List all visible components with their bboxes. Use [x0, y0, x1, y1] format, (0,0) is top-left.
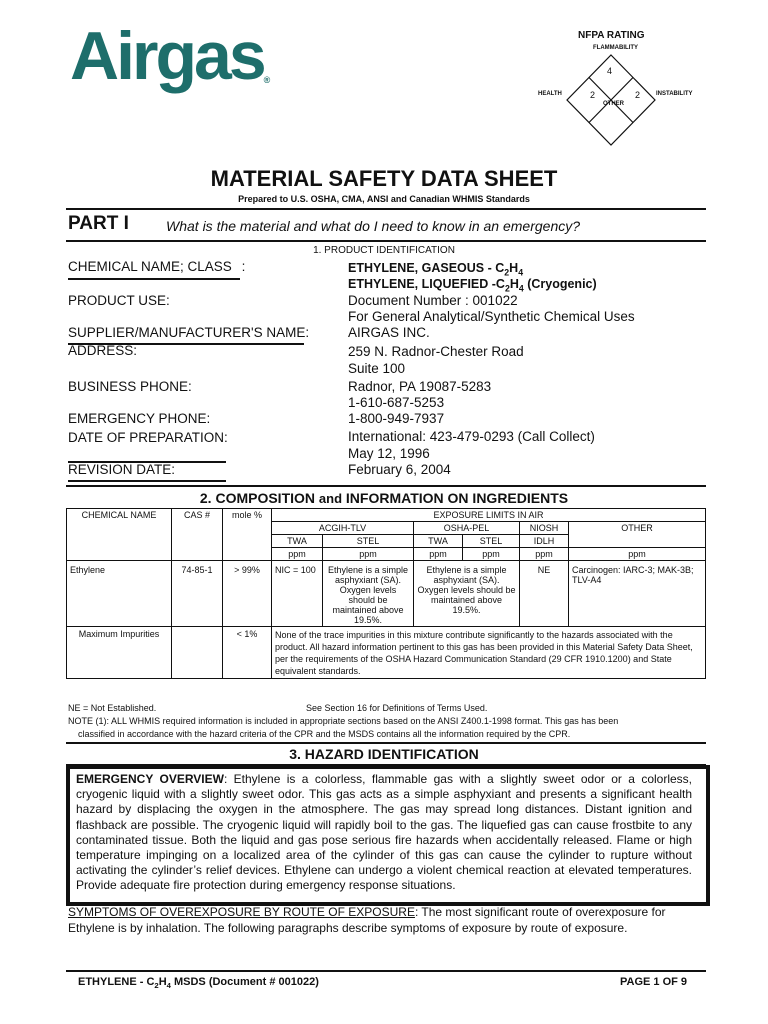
emergency-overview-text: : Ethylene is a colorless, flammable gas with a slightly sweet odor or a colorless, cryogenic liquid with a slightly sweet odor. This gas acts as a simple asphyxiant and presents a significant health hazard by displacing the oxygen in the atmosphere. The gas may spread long distances. Distant ignition and flashback are possible. The cryogenic liquid will rapidly boil to the gas. The liquefied gas can cause frostbite to any contaminated tissue. Both the liquid and gas pose serious fire hazards when accidentally released. Flame or high temperature impinging on a localized area of the cylinder of this gas can cause the cylinder to rupture without activating the cylinder’s relief devices. Ethylene can undergo a violent chemical reaction at elevated temperatures. Provide adequate fire protection during emergency response situations.: [76, 772, 692, 893]
revision-date-value: February 6, 2004: [348, 462, 451, 477]
label-underline: [68, 278, 240, 280]
footer-page-number: PAGE 1 OF 9: [620, 976, 688, 988]
label-underline: [68, 480, 226, 482]
international-phone-value: International: 423-479-0293 (Call Collect): [348, 429, 595, 444]
unit-ppm: ppm: [520, 548, 569, 561]
unit-ppm: ppm: [323, 548, 414, 561]
header-mole: mole %: [223, 509, 272, 561]
part-question: What is the material and what do I need to know in an emergency?: [166, 218, 581, 234]
footer-divider: [66, 970, 706, 972]
header-other: OTHER: [569, 522, 706, 548]
header-niosh-idlh: IDLH: [520, 535, 569, 548]
row-cas: 74-85-1: [172, 561, 223, 627]
unit-ppm: ppm: [272, 548, 323, 561]
logo-text: Airgas: [70, 18, 264, 94]
address-line-3: Radnor, PA 19087-5283: [348, 379, 492, 394]
airgas-logo: [70, 18, 271, 94]
row-chemical-name: Maximum Impurities: [67, 627, 172, 679]
divider: [66, 742, 706, 744]
logo-registered-mark: ®: [263, 75, 271, 85]
header-acgih-stel: STEL: [323, 535, 414, 548]
row-chemical-name: Ethylene: [67, 561, 172, 627]
nfpa-flammability-label: FLAMMABILITY: [593, 45, 638, 51]
row-other: Carcinogen: IARC-3; MAK-3B; TLV-A4: [569, 561, 706, 627]
emergency-overview: [76, 772, 692, 894]
symptoms-paragraph: [68, 904, 704, 936]
document-title: MATERIAL SAFETY DATA SHEET: [210, 166, 558, 191]
ne-note: NE = Not Established.: [68, 703, 157, 713]
divider: [66, 485, 706, 487]
revision-date-label: REVISION DATE:: [68, 462, 176, 477]
unit-ppm: ppm: [463, 548, 520, 561]
unit-ppm: ppm: [414, 548, 463, 561]
business-phone-label: BUSINESS PHONE:: [68, 379, 192, 394]
divider: [66, 240, 706, 242]
row-acgih-stel: Ethylene is a simple asphyxiant (SA). Oxygen levels should be maintained above 19.5%.: [323, 561, 414, 627]
row-niosh: NE: [520, 561, 569, 627]
supplier-value: AIRGAS INC.: [348, 325, 430, 340]
symptoms-text: : The most significant route of overexposure for Ethylene is by inhalation. The following paragraphs describe symptoms of exposure by route of exposure.: [68, 905, 666, 935]
nfpa-health-label: HEALTH: [538, 91, 562, 97]
symptoms-label: SYMPTOMS OF OVEREXPOSURE BY ROUTE OF EXPOSURE: [68, 905, 415, 919]
section16-note: See Section 16 for Definitions of Terms Used.: [306, 703, 488, 713]
address-label: ADDRESS:: [68, 343, 138, 358]
address-line-2: Suite 100: [348, 361, 406, 376]
unit-ppm: ppm: [569, 548, 706, 561]
address-line-1: 259 N. Radnor-Chester Road: [348, 344, 524, 359]
table-row: [67, 627, 706, 679]
supplier-label: SUPPLIER/MANUFACTURER'S NAME:: [68, 325, 310, 340]
header-osha: OSHA-PEL: [414, 522, 520, 535]
header-acgih-twa: TWA: [272, 535, 323, 548]
emergency-phone-value: 1-800-949-7937: [348, 411, 445, 426]
chemical-name-label: CHEMICAL NAME; CLASS :: [68, 259, 246, 274]
note-1-line-2: classified in accordance with the hazard criteria of the CPR and the MSDS contains all the information required by the CPR.: [78, 729, 571, 739]
header-acgih: ACGIH-TLV: [272, 522, 414, 535]
chemical-name-value-liquefied: ETHYLENE, LIQUEFIED $-C_2H_4$ (Cryogenic): [348, 277, 597, 294]
nfpa-instability-label: INSTABILITY: [656, 91, 693, 97]
header-cas: CAS #: [172, 509, 223, 561]
header-exposure-limits: EXPOSURE LIMITS IN AIR: [272, 509, 706, 522]
table-row: [67, 561, 706, 627]
part-label: PART I: [68, 213, 129, 234]
chemical-name-value-gaseous: ETHYLENE, GASEOUS - $C_2H_4$: [348, 261, 524, 278]
hazard-heading: 3. HAZARD IDENTIFICATION: [289, 746, 479, 762]
date-of-preparation-label: DATE OF PREPARATION:: [68, 430, 228, 445]
nfpa-health-value: 2: [590, 90, 596, 100]
row-cas: [172, 627, 223, 679]
business-phone-value: 1-610-687-5253: [348, 395, 445, 410]
header-osha-stel: STEL: [463, 535, 520, 548]
note-1-line-1: NOTE (1): ALL WHMIS required information is included in appropriate sections based on the ANSI Z400.1-1998 format. This gas has been: [68, 716, 619, 726]
product-identification-heading: 1. PRODUCT IDENTIFICATION: [313, 245, 455, 256]
row-impurities-text: None of the trace impurities in this mixture contribute significantly to the hazards associated with the product. All hazard information pertinent to this gas has been provided in this Material Safety Data Sheet, per the requirements of the OSHA Hazard Communication Standard (29 CFR 1910.1200) and State equivalent standards.: [272, 627, 706, 679]
nfpa-instability-value: 2: [635, 90, 641, 100]
emergency-overview-label: EMERGENCY OVERVIEW: [76, 772, 224, 786]
header-chemical-name: CHEMICAL NAME: [67, 509, 172, 561]
nfpa-rating-title: NFPA RATING: [578, 30, 645, 41]
row-acgih-twa: NIC = 100: [272, 561, 323, 627]
header-niosh: NIOSH: [520, 522, 569, 535]
composition-heading: 2. COMPOSITION and INFORMATION ON INGREDIENTS: [199, 490, 569, 506]
nfpa-other-label: OTHER: [603, 101, 624, 107]
row-mole: < 1%: [223, 627, 272, 679]
nfpa-flammability-value: 4: [607, 66, 613, 76]
header-osha-twa: TWA: [414, 535, 463, 548]
date-of-preparation-value: May 12, 1996: [348, 446, 430, 461]
document-number-value: Document Number : 001022: [348, 293, 518, 308]
label-overline: [68, 343, 304, 345]
document-subtitle: Prepared to U.S. OSHA, CMA, ANSI and Canadian WHMIS Standards: [238, 194, 530, 204]
divider: [66, 208, 706, 210]
emergency-phone-label: EMERGENCY PHONE:: [68, 411, 211, 426]
row-osha: Ethylene is a simple asphyxiant (SA). Oxygen levels should be maintained above 19.5%.: [414, 561, 520, 627]
footer-document-title: ETHYLENE - $C_2H_4$ MSDS (Document # 001022): [78, 976, 319, 991]
product-use-label: PRODUCT USE:: [68, 293, 170, 308]
product-use-value: For General Analytical/Synthetic Chemical Uses: [348, 309, 635, 324]
row-mole: > 99%: [223, 561, 272, 627]
composition-table: [66, 508, 706, 679]
